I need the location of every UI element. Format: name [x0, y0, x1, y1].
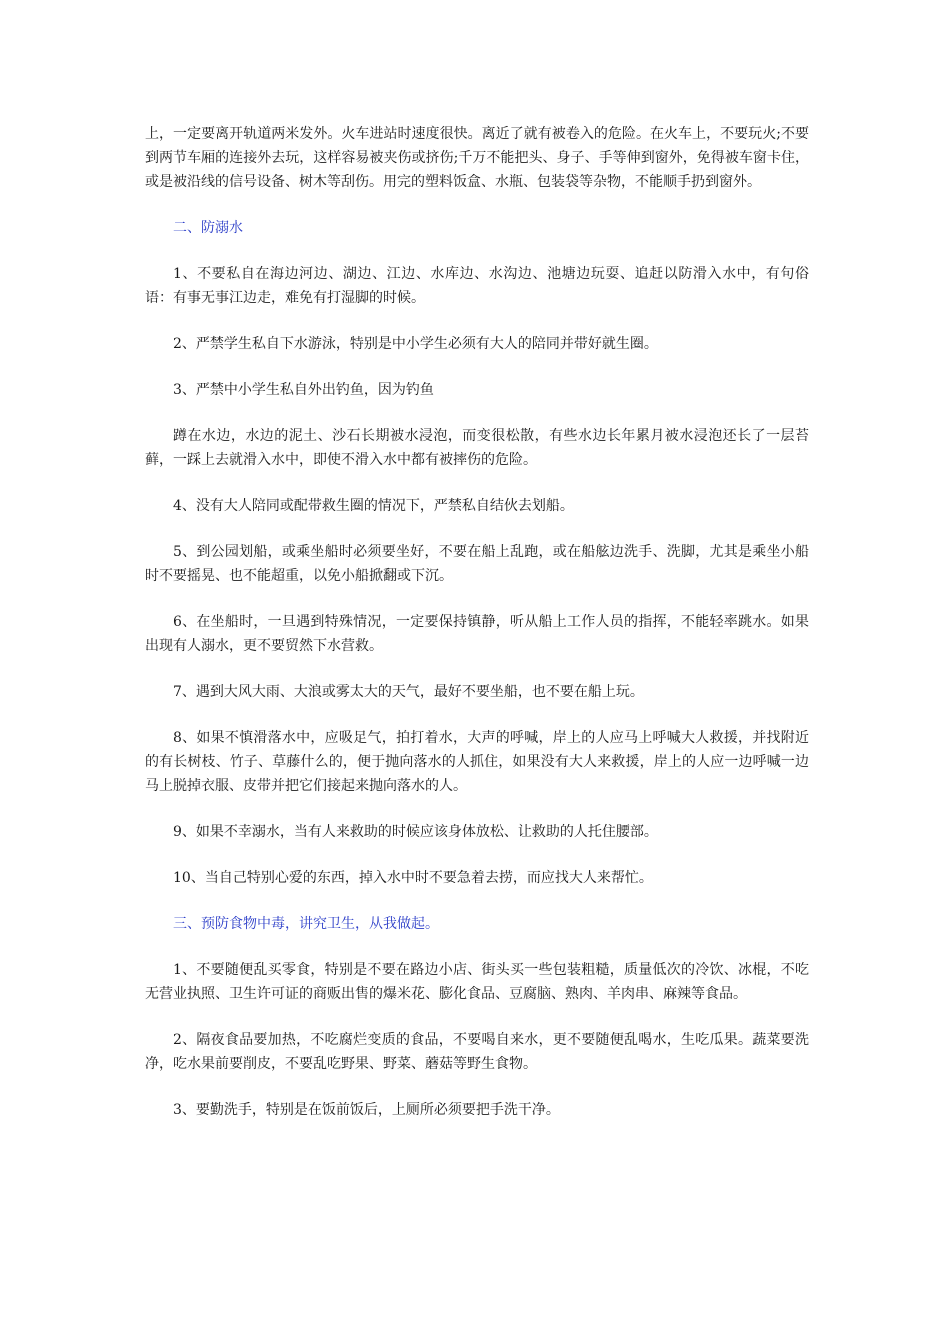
paragraph-drowning-1: 1、不要私自在海边河边、湖边、江边、水库边、水沟边、池塘边玩耍、追赶以防滑入水中，有句俗语：有事无事江边走，难免有打湿脚的时候。: [145, 266, 809, 306]
paragraph-train-safety: 上，一定要离开轨道两米发外。火车进站时速度很快。离近了就有被卷入的危险。在火车上，不要玩火;不要到两节车厢的连接外去玩，这样容易被夹伤或挤伤;千万不能把头、身子、手等伸到窗外，免得被车窗卡住，或是被沿线的信号设备、树木等刮伤。用完的塑料饭盒、水瓶、包装袋等杂物，不能顺手扔到窗外。: [145, 126, 809, 190]
paragraph-drowning-3-cont: 蹲在水边，水边的泥土、沙石长期被水浸泡，而变很松散，有些水边长年累月被水浸泡还长了一层苔藓，一踩上去就滑入水中，即使不滑入水中都有被摔伤的危险。: [145, 428, 809, 468]
paragraph-drowning-3: 3、严禁中小学生私自外出钓鱼，因为钓鱼: [173, 382, 434, 398]
paragraph-drowning-9: 9、如果不幸溺水，当有人来救助的时候应该身体放松、让救助的人托住腰部。: [173, 824, 658, 840]
paragraph-drowning-7: 7、遇到大风大雨、大浪或雾太大的天气，最好不要坐船，也不要在船上玩。: [173, 684, 644, 700]
paragraph-drowning-5: 5、到公园划船，或乘坐船时必须要坐好，不要在船上乱跑，或在船舷边洗手、洗脚，尤其是乘坐小船时不要摇晃、也不能超重，以免小船掀翻或下沉。: [145, 544, 809, 584]
paragraph-drowning-2: 2、严禁学生私自下水游泳，特别是中小学生必须有大人的陪同并带好就生圈。: [173, 336, 658, 352]
paragraph-food-1: 1、不要随便乱买零食，特别是不要在路边小店、街头买一些包装粗糙，质量低次的冷饮、冰棍，不吃无营业执照、卫生许可证的商贩出售的爆米花、膨化食品、豆腐脑、熟肉、羊肉串、麻辣等食品。: [145, 962, 809, 1002]
paragraph-drowning-8: 8、如果不慎滑落水中，应吸足气，拍打着水，大声的呼喊，岸上的人应马上呼喊大人救援，并找附近的有长树枝、竹子、草藤什么的，便于抛向落水的人抓住，如果没有大人来救援，岸上的人应一边呼喊一边马上脱掉衣服、皮带并把它们接起来抛向落水的人。: [145, 730, 809, 794]
section-heading-food-safety: 三、预防食物中毒，讲究卫生，从我做起。: [173, 916, 439, 932]
paragraph-drowning-4: 4、没有大人陪同或配带救生圈的情况下，严禁私自结伙去划船。: [173, 498, 574, 514]
paragraph-drowning-10: 10、当自己特别心爱的东西，掉入水中时不要急着去捞，而应找大人来帮忙。: [173, 870, 653, 886]
paragraph-food-2: 2、隔夜食品要加热，不吃腐烂变质的食品，不要喝自来水，更不要随便乱喝水，生吃瓜果。蔬菜要洗净，吃水果前要削皮，不要乱吃野果、野菜、蘑菇等野生食物。: [145, 1032, 809, 1072]
paragraph-food-3: 3、要勤洗手，特别是在饭前饭后，上厕所必须要把手洗干净。: [173, 1102, 560, 1118]
document-page: [145, 122, 809, 1144]
section-heading-drowning: 二、防溺水: [173, 220, 243, 236]
paragraph-drowning-6: 6、在坐船时，一旦遇到特殊情况，一定要保持镇静，听从船上工作人员的指挥，不能轻率跳水。如果出现有人溺水，更不要贸然下水营救。: [145, 614, 809, 654]
